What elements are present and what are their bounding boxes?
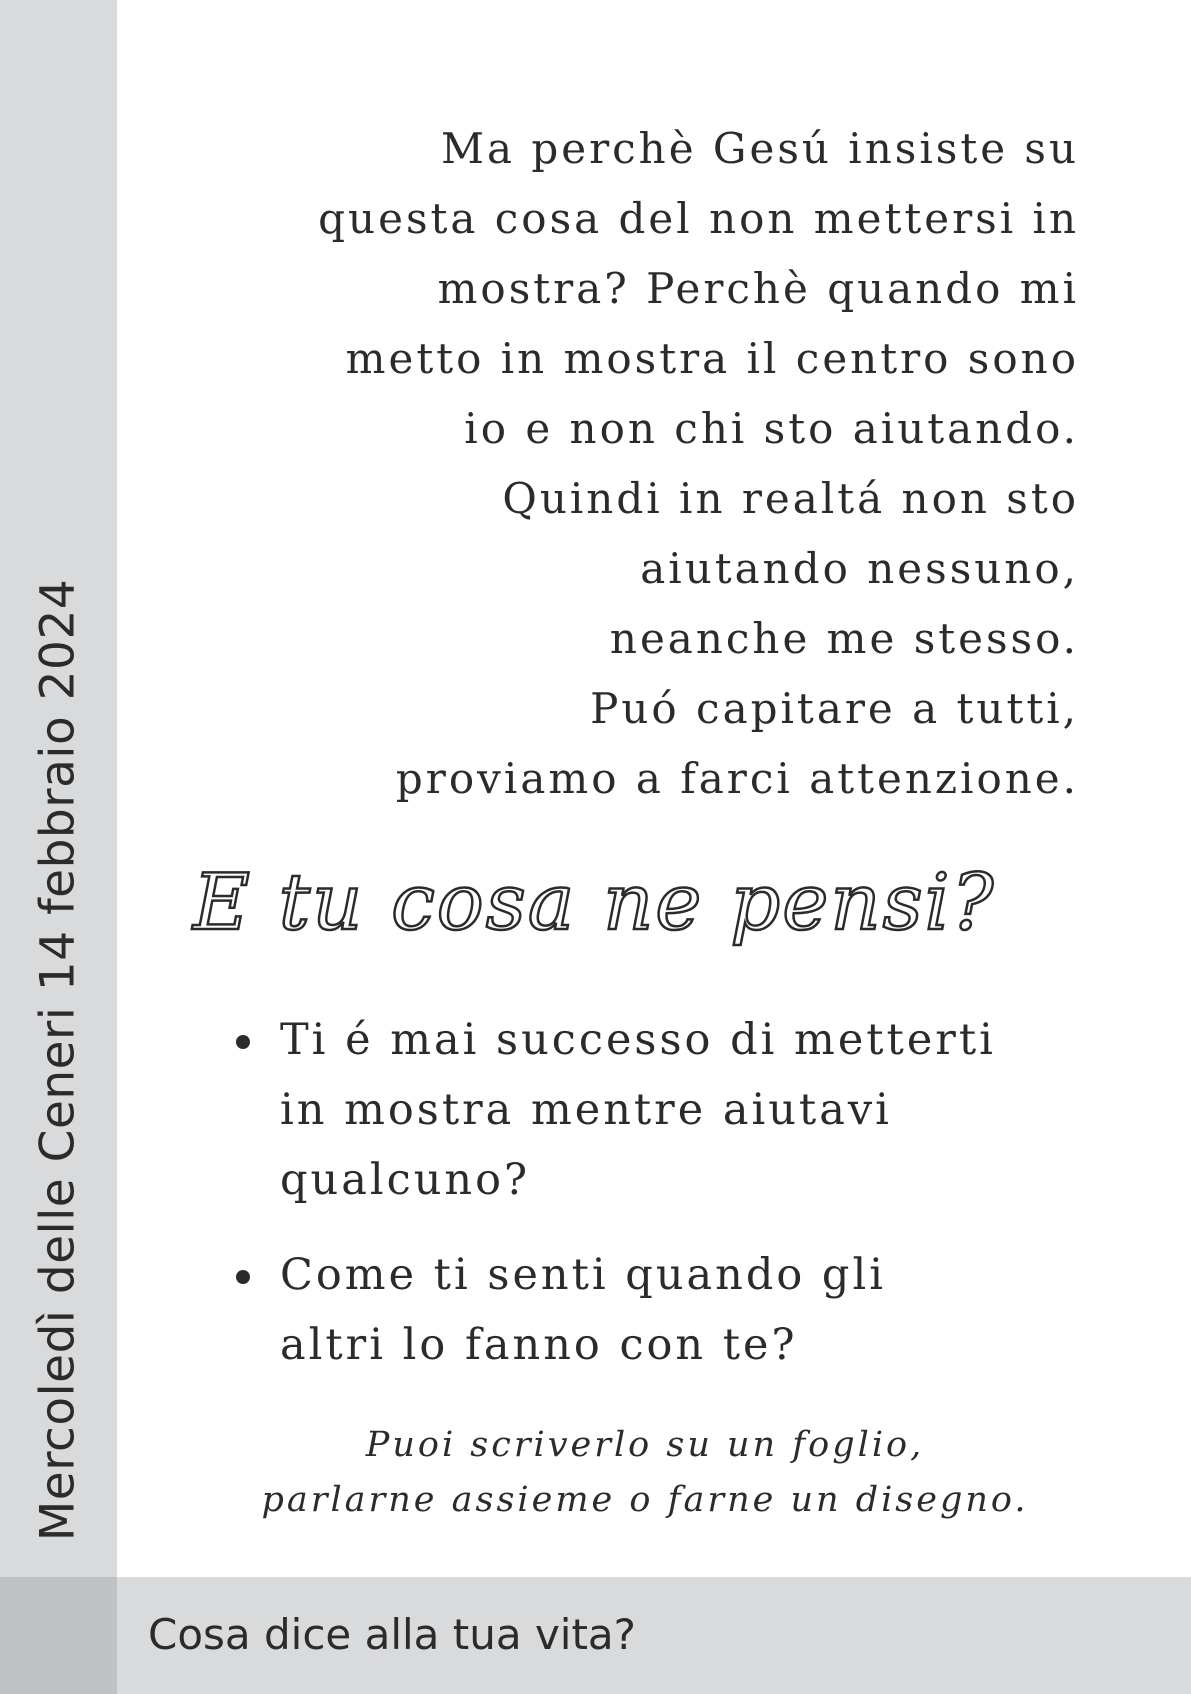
question-line: Come ti senti quando gli	[280, 1250, 886, 1300]
question-line: altri lo fanno con te?	[280, 1320, 798, 1370]
side-date-label: Mercoledì delle Ceneri 14 febbraio 2024	[30, 578, 86, 1542]
question-line: qualcuno?	[280, 1155, 531, 1205]
corner-block	[0, 1577, 117, 1694]
bullet-dot-icon	[236, 1035, 250, 1049]
reflection-line: aiutando nessuno,	[640, 544, 1079, 593]
reflection-line: io e non chi sto aiutando.	[464, 404, 1079, 453]
reflection-line: questa cosa del non mettersi in	[318, 194, 1079, 243]
note-line: parlarne assieme o farne un disegno.	[261, 1480, 1029, 1520]
reflection-line: neanche me stesso.	[609, 614, 1079, 663]
reflection-line: Ma perchè Gesú insiste su	[440, 124, 1079, 173]
question-line: in mostra mentre aiutavi	[280, 1085, 892, 1135]
note-line: Puoi scriverlo su un foglio,	[365, 1425, 925, 1465]
question-list	[230, 1005, 1110, 1405]
reflection-line: mostra? Perchè quando mi	[437, 264, 1079, 313]
reflection-line: Puó capitare a tutti,	[590, 684, 1079, 733]
reflection-line: metto in mostra il centro sono	[345, 334, 1079, 383]
bullet-dot-icon	[236, 1270, 250, 1284]
reflection-line: proviamo a farci attenzione.	[395, 754, 1079, 803]
question-line: Ti é mai successo di metterti	[280, 1015, 996, 1065]
activity-note	[220, 1418, 1070, 1528]
question-item	[230, 1240, 1110, 1380]
reflection-text	[179, 114, 1079, 814]
question-heading: E tu cosa ne pensi?	[193, 858, 996, 948]
reflection-line: Quindi in realtá non sto	[502, 474, 1079, 523]
footer-title: Cosa dice alla tua vita?	[148, 1610, 636, 1659]
question-item	[230, 1005, 1110, 1215]
